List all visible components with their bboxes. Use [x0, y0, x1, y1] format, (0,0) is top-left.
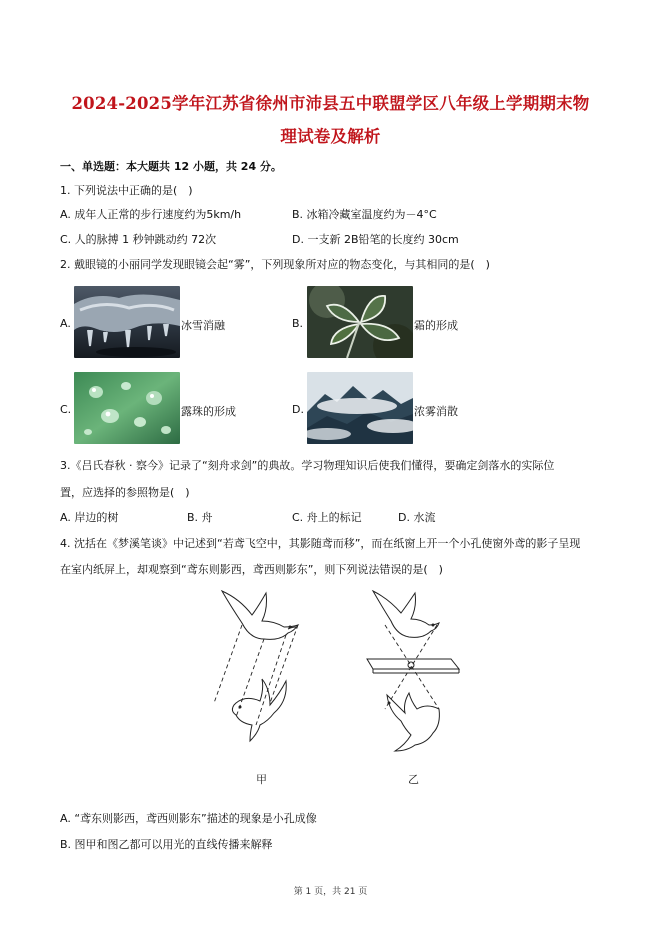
- figure-yi-label: 乙: [408, 773, 419, 786]
- q1-stem: 1. 下列说法中正确的是( ): [60, 184, 193, 197]
- q2-option-b-label: B.: [292, 317, 304, 330]
- q2-stem: 2. 戴眼镜的小丽同学发现眼镜会起“雾”，下列现象所对应的物态变化，与其相同的是( ): [60, 258, 490, 271]
- q4-option-a: A. “鸢东则影西，鸢西则影东”描述的现象是小孔成像: [60, 812, 317, 825]
- figure-jia-label: 甲: [256, 773, 267, 786]
- q3-stem-line2: 置，应选择的参照物是( ): [60, 486, 190, 499]
- q2-option-a-text: 冰雪消融: [181, 319, 225, 332]
- fog-mountain-photo: [307, 372, 413, 444]
- q2-option-c-label: C.: [60, 403, 72, 416]
- q2-option-b-text: 霜的形成: [414, 319, 458, 332]
- exam-title-line2: 理试卷及解析: [280, 127, 381, 146]
- q1-option-d: D. 一支新 2B铅笔的长度约 30cm: [292, 233, 459, 246]
- figure-jia-diagram: [200, 585, 325, 765]
- q3-option-c: C. 舟上的标记: [292, 511, 362, 524]
- q2-option-a-label: A.: [60, 317, 71, 330]
- q4-stem-line1: 4. 沈括在《梦溪笔谈》中记述到“若鸢飞空中，其影随鸢而移”，而在纸窗上开一个小孔使窗外鸢的影子呈现: [60, 537, 581, 550]
- frost-leaves-photo: [307, 286, 413, 358]
- q3-option-a: A. 岸边的树: [60, 511, 119, 524]
- exam-title-line1: 2024-2025学年江苏省徐州市沛县五中联盟学区八年级上学期期末物: [71, 94, 590, 113]
- q1-option-c: C. 人的脉搏 1 秒钟跳动约 72次: [60, 233, 217, 246]
- q2-option-d-text: 浓雾消散: [414, 405, 458, 418]
- ice-melting-photo: [74, 286, 180, 358]
- q3-option-d: D. 水流: [398, 511, 436, 524]
- q2-option-d-label: D.: [292, 403, 304, 416]
- q4-stem-line2: 在室内纸屏上，却观察到“鸢东则影西，鸢西则影东”，则下列说法错误的是( ): [60, 563, 443, 576]
- q2-option-c-text: 露珠的形成: [181, 405, 236, 418]
- section-heading: 一、单选题：本大题共 12 小题，共 24 分。: [60, 160, 282, 173]
- figure-yi-diagram: [355, 585, 475, 765]
- q3-option-b: B. 舟: [187, 511, 213, 524]
- q3-stem-line1: 3.《吕氏春秋 · 察今》记录了“刻舟求剑”的典故。学习物理知识后使我们懂得，要确定剑落水的实际位: [60, 459, 555, 472]
- page-footer: 第 1 页，共 21 页: [293, 887, 368, 897]
- dew-drops-photo: [74, 372, 180, 444]
- q1-option-b: B. 冰箱冷藏室温度约为－4°C: [292, 208, 437, 221]
- q1-option-a: A. 成年人正常的步行速度约为5km/h: [60, 208, 242, 221]
- q4-option-b: B. 图甲和图乙都可以用光的直线传播来解释: [60, 838, 273, 851]
